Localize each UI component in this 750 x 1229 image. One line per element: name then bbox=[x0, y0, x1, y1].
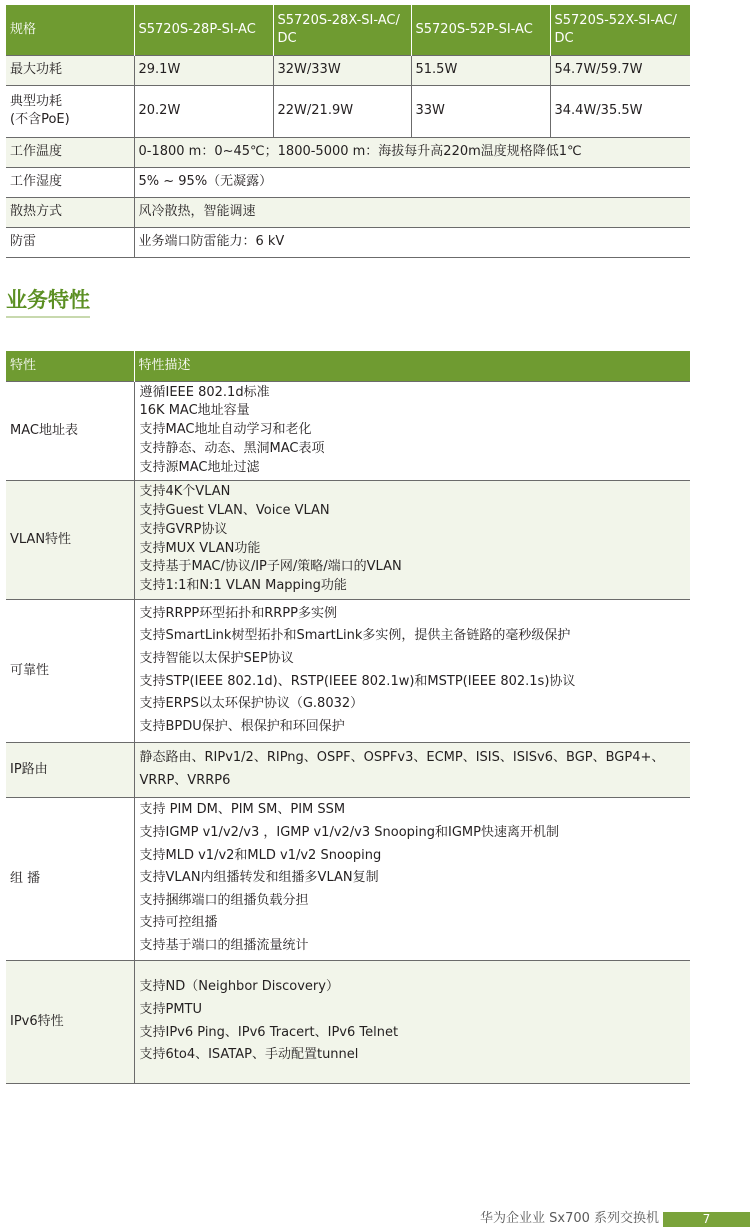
feature-line: 静态路由、RIPv1/2、RIPng、OSPF、OSPFv3、ECMP、ISIS、ISISv6、BGP、BGP4+、 bbox=[139, 749, 665, 765]
spec-header-cell: S5720S-52X-SI-AC/ DC bbox=[550, 5, 690, 55]
spec-value: 33W bbox=[411, 85, 550, 137]
spec-value: 29.1W bbox=[134, 55, 273, 85]
feature-line: 支持MUX VLAN功能 bbox=[139, 540, 261, 556]
feature-line: 支持Guest VLAN、Voice VLAN bbox=[139, 502, 330, 518]
spec-label: 工作温度 bbox=[6, 137, 134, 167]
spec-value: 0-1800 m：0~45℃；1800-5000 m：海拔每升高220m温度规格降低1℃ bbox=[134, 137, 690, 167]
spec-label-line: 典型功耗 bbox=[10, 94, 63, 109]
feature-line: 支持ERPS以太环保护协议（G.8032） bbox=[139, 696, 364, 712]
spec-value: 5% ~ 95%（无凝露） bbox=[134, 167, 690, 197]
feature-line: 支持智能以太保护SEP协议 bbox=[139, 650, 294, 666]
feature-line: 遵循IEEE 802.1d标准 bbox=[139, 384, 270, 400]
section-title: 业务特性 bbox=[6, 286, 90, 318]
feature-description bbox=[134, 742, 690, 797]
spec-label: 防雷 bbox=[6, 227, 134, 257]
feature-table bbox=[6, 351, 690, 1084]
feature-line: 16K MAC地址容量 bbox=[139, 403, 250, 419]
feature-line: 支持 PIM DM、PIM SM、PIM SSM bbox=[139, 802, 346, 818]
spec-header-cell: S5720S-52P-SI-AC bbox=[411, 5, 550, 55]
spec-value: 22W/21.9W bbox=[273, 85, 411, 137]
spec-row-typical-power bbox=[6, 85, 690, 137]
feature-row bbox=[6, 797, 690, 960]
feature-description bbox=[134, 599, 690, 742]
feature-description bbox=[134, 797, 690, 960]
spec-row-cooling bbox=[6, 197, 690, 227]
feature-name: 可靠性 bbox=[6, 599, 134, 742]
feature-row bbox=[6, 381, 690, 480]
feature-description bbox=[134, 480, 690, 599]
feature-line: 支持IGMP v1/v2/v3 ，IGMP v1/v2/v3 Snooping和IGMP快速离开机制 bbox=[139, 825, 559, 841]
footer-title: 华为企业业 Sx700 系列交换机 bbox=[480, 1211, 660, 1226]
feature-line: 支持基于MAC/协议/IP子网/策略/端口的VLAN bbox=[139, 559, 402, 575]
spec-row-lightning bbox=[6, 227, 690, 257]
feature-line: 支持MAC地址自动学习和老化 bbox=[139, 422, 312, 438]
spec-label: 工作湿度 bbox=[6, 167, 134, 197]
feature-line: 支持基于端口的组播流量统计 bbox=[139, 937, 309, 953]
feature-name: VLAN特性 bbox=[6, 480, 134, 599]
feature-line: VRRP、VRRP6 bbox=[139, 772, 231, 788]
feature-line: 支持可控组播 bbox=[139, 915, 218, 931]
spec-label: 散热方式 bbox=[6, 197, 134, 227]
page-number: 7 bbox=[663, 1212, 750, 1227]
feature-line: 支持源MAC地址过滤 bbox=[139, 459, 260, 475]
spec-row-humidity bbox=[6, 167, 690, 197]
feature-header-cell: 特性 bbox=[6, 351, 134, 381]
feature-row bbox=[6, 960, 690, 1083]
spec-value: 54.7W/59.7W bbox=[550, 55, 690, 85]
feature-line: 支持RRPP环型拓扑和RRPP多实例 bbox=[139, 605, 337, 621]
spec-header-row bbox=[6, 5, 690, 55]
feature-header-cell: 特性描述 bbox=[134, 351, 690, 381]
feature-description bbox=[134, 381, 690, 480]
feature-row bbox=[6, 480, 690, 599]
feature-line: 支持MLD v1/v2和MLD v1/v2 Snooping bbox=[139, 847, 382, 863]
feature-line: 支持IPv6 Ping、IPv6 Tracert、IPv6 Telnet bbox=[139, 1024, 399, 1040]
feature-name: MAC地址表 bbox=[6, 381, 134, 480]
spec-row-temperature bbox=[6, 137, 690, 167]
feature-line: 支持静态、动态、黑洞MAC表项 bbox=[139, 440, 325, 456]
spec-value: 51.5W bbox=[411, 55, 550, 85]
feature-line: 支持PMTU bbox=[139, 1001, 203, 1017]
feature-line: 支持VLAN内组播转发和组播多VLAN复制 bbox=[139, 870, 379, 886]
feature-header-row bbox=[6, 351, 690, 381]
feature-row bbox=[6, 599, 690, 742]
spec-header-cell: S5720S-28X-SI-AC/ DC bbox=[273, 5, 411, 55]
feature-name: IP路由 bbox=[6, 742, 134, 797]
spec-row-max-power bbox=[6, 55, 690, 85]
spec-value: 业务端口防雷能力：6 kV bbox=[134, 227, 690, 257]
feature-line: 支持BPDU保护、根保护和环回保护 bbox=[139, 718, 345, 734]
feature-line: 支持6to4、ISATAP、手动配置tunnel bbox=[139, 1047, 359, 1063]
feature-line: 支持捆绑端口的组播负载分担 bbox=[139, 892, 309, 908]
spec-value: 32W/33W bbox=[273, 55, 411, 85]
feature-name: IPv6特性 bbox=[6, 960, 134, 1083]
feature-line: 支持SmartLink树型拓扑和SmartLink多实例，提供主备链路的毫秒级保护 bbox=[139, 628, 571, 644]
spec-label-line: (不含PoE) bbox=[10, 112, 70, 127]
spec-header-cell: 规格 bbox=[6, 5, 134, 55]
spec-header-cell: S5720S-28P-SI-AC bbox=[134, 5, 273, 55]
spec-value: 风冷散热，智能调速 bbox=[134, 197, 690, 227]
spec-label bbox=[6, 85, 134, 137]
feature-line: 支持ND（Neighbor Discovery） bbox=[139, 979, 339, 995]
feature-name: 组 播 bbox=[6, 797, 134, 960]
feature-description bbox=[134, 960, 690, 1083]
spec-table bbox=[6, 5, 690, 258]
spec-value: 20.2W bbox=[134, 85, 273, 137]
spec-value: 34.4W/35.5W bbox=[550, 85, 690, 137]
spec-label: 最大功耗 bbox=[6, 55, 134, 85]
feature-line: 支持1:1和N:1 VLAN Mapping功能 bbox=[139, 578, 347, 594]
feature-line: 支持GVRP协议 bbox=[139, 521, 228, 537]
feature-line: 支持STP(IEEE 802.1d)、RSTP(IEEE 802.1w)和MSTP(IEEE 802.1s)协议 bbox=[139, 673, 576, 689]
feature-line: 支持4K个VLAN bbox=[139, 484, 231, 500]
feature-row bbox=[6, 742, 690, 797]
